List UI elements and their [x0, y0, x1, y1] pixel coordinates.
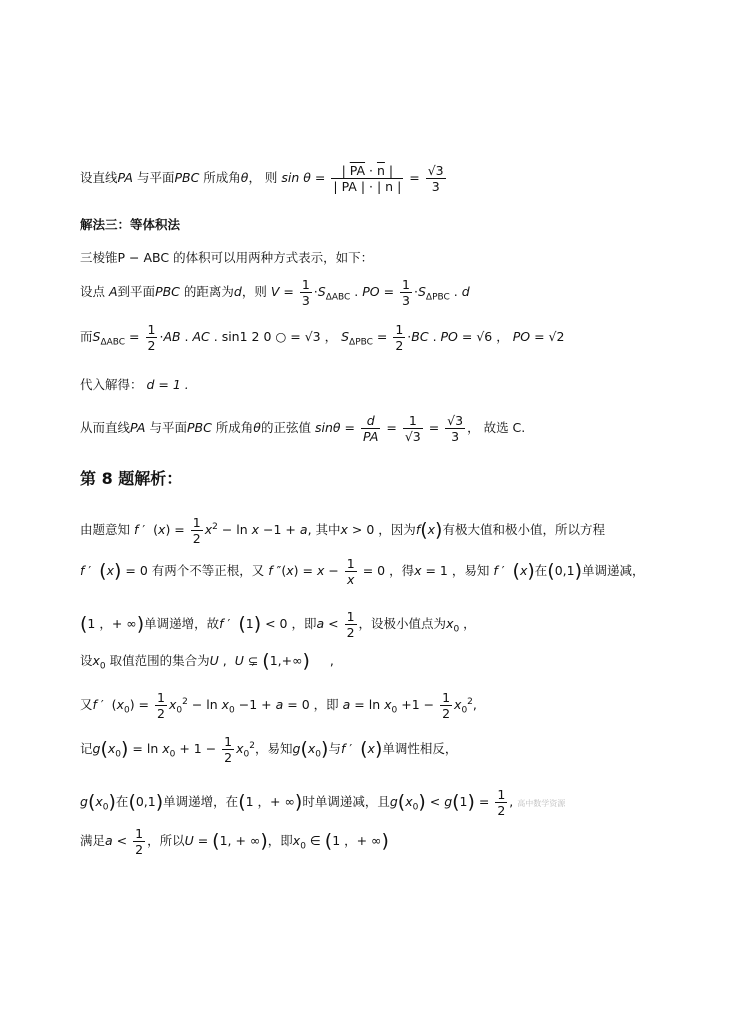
text: 其中 [311, 522, 341, 537]
text: 与平面 [145, 420, 187, 435]
text: 所成角 [199, 170, 241, 185]
text: 设点 [80, 284, 109, 299]
text: ，即 [291, 616, 317, 631]
q8-heading: 第 8 题解析： [80, 469, 183, 488]
line-derivative: 由题意知 f ′ (x) = $\frac{1}{2}$ $x^2 - \ln x -1 + a$, 其中x > 0 ，因为f(x)有极大值和极小值，所以方程 [80, 515, 605, 546]
text: 代入解得： [80, 377, 143, 392]
line-final: 满足a < $\frac{1}{2}$ ，所以U = (1, + ∞)，即$x_0$ ∈ (1 ，+ ∞) [80, 826, 389, 857]
watermark: 高中数学资源 [517, 799, 566, 808]
text: 在 [534, 563, 548, 578]
text: 有两个不等正根，又 [151, 563, 265, 578]
line-volume-intro: 三棱锥P − ABC 的体积可以用两种方式表示，如下： [80, 250, 374, 265]
text: 的正弦值 [260, 420, 311, 435]
text: ， 故选 C. [467, 420, 526, 435]
text: 有极大值和极小值，所以方程 [442, 522, 605, 537]
text: 记 [80, 741, 93, 756]
text: ， 则 [248, 170, 278, 185]
text: 与 [328, 741, 341, 756]
text: 在 [115, 794, 129, 809]
text: PBC [155, 284, 180, 299]
text: ，易知 [255, 741, 293, 756]
text: ，易知 [451, 563, 490, 578]
text: 设直线 [80, 170, 118, 185]
text: 满足 [80, 833, 106, 848]
line-areas: 而$S_{\Delta ABC}$ = $\frac{1}{2}$ ·AB . AC . sin1 2 0 ○ = √3 ， $S_{\Delta PBC}$ = $\frac{1}{2}$ ·BC . PO = √6 ， PO = √2 [80, 322, 565, 353]
text: 设 [80, 653, 93, 668]
line-roots: f ′ (x) = 0 有两个不等正根，又 f ″(x) = x − $\frac{1}{x}$ = 0 ，得x = 1 ，易知 f ′ (x)在(0,1)单调递减， [80, 556, 645, 587]
text: ，所以 [147, 833, 185, 848]
fraction: $\frac{√3}{3}$ [427, 163, 444, 194]
line-conclusion: 从而直线PA 与平面PBC 所成角θ的正弦值 sinθ = $\frac{d}{PA}$ = $\frac{1}{√3}$ = $\frac{√3}{3}$ ， 故选 C. [80, 413, 526, 444]
text: 单调递减， [582, 563, 645, 578]
text: ，得 [389, 563, 415, 578]
line-x0-condition: 又f ′ $(x_0)$ = $\frac{1}{2}$ $x_0^2 - \ln x_0 -1 + a = 0$ ，即 $a = \ln x_0 +1$ − $\frac{1}{2}$ $x_0^2$, [80, 690, 477, 721]
text: PBC [186, 420, 212, 435]
text: 到平面 [117, 284, 156, 299]
text: ，设极小值点为 [358, 616, 447, 631]
text: PA [117, 170, 133, 185]
text: PA [130, 420, 146, 435]
text: 所成角 [211, 420, 254, 435]
text: ，即 [267, 833, 293, 848]
text: d = 1 . [142, 377, 189, 392]
fraction: $\frac{| \overline{PA} \cdot \overline{n} |}{| \overline{PA} | \cdot | \overline{n} |}$ [333, 163, 402, 194]
text: ，因为 [378, 522, 416, 537]
text: 单调递增，故 [144, 616, 220, 631]
line-g-monotonic: $g(x_0)$在(0,1)单调递增，在(1 ，+ ∞)时单调递减，且$g(x_0) < g(1)$ = $\frac{1}{2}$ , 高中数学资源 [80, 787, 566, 818]
text: PBC [174, 170, 200, 185]
line-g-def: 记$g(x_0) = \ln x_0 + 1$ − $\frac{1}{2}$ $x_0^2$，易知$g(x_0)$与f ′ (x)单调性相反， [80, 734, 458, 765]
text: 时单调递减，且 [302, 794, 390, 809]
text: A [108, 284, 118, 299]
text: 的距离为 [179, 284, 234, 299]
text: ，即 [313, 697, 339, 712]
text: ，则 [241, 284, 267, 299]
method3-heading: 解法三：等体积法 [80, 217, 181, 232]
text: d [233, 284, 242, 299]
text: 又 [80, 697, 93, 712]
text: 单调性相反， [382, 741, 458, 756]
text: 单调递增，在 [163, 794, 239, 809]
line-distance: 设点 A到平面PBC 的距离为d，则 V = $\frac{1}{3}$ $\cdot S_{\Delta ABC}$ . PO = $\frac{1}{3}$ $\cdot S_{\Delta PBC}$ . d [80, 277, 470, 308]
text: 与平面 [132, 170, 175, 185]
line-angle-setup: 设直线PA 与平面PBC 所成角θ， 则 sin θ = $\frac{| \overline{PA} \cdot \overline{n} |}{| \overline{PA} | \cdot | \overline{n} |}$ = $\frac{√3}{3}$ [80, 163, 444, 194]
text: 由题意知 [80, 522, 131, 537]
line-solve [80, 375, 189, 393]
text: 从而直线 [80, 420, 131, 435]
line-set-u: 设$x_0$ 取值范围的集合为U , U ⊊ (1,+∞) , [80, 650, 334, 672]
text: 取值范围的集合为 [109, 653, 210, 668]
text: 而 [80, 329, 93, 344]
line-increasing: (1 ，+ ∞)单调递增，故f ′ (1) < 0 ，即a < $\frac{1}{2}$ ，设极小值点为$x_0$ ， [80, 609, 476, 640]
